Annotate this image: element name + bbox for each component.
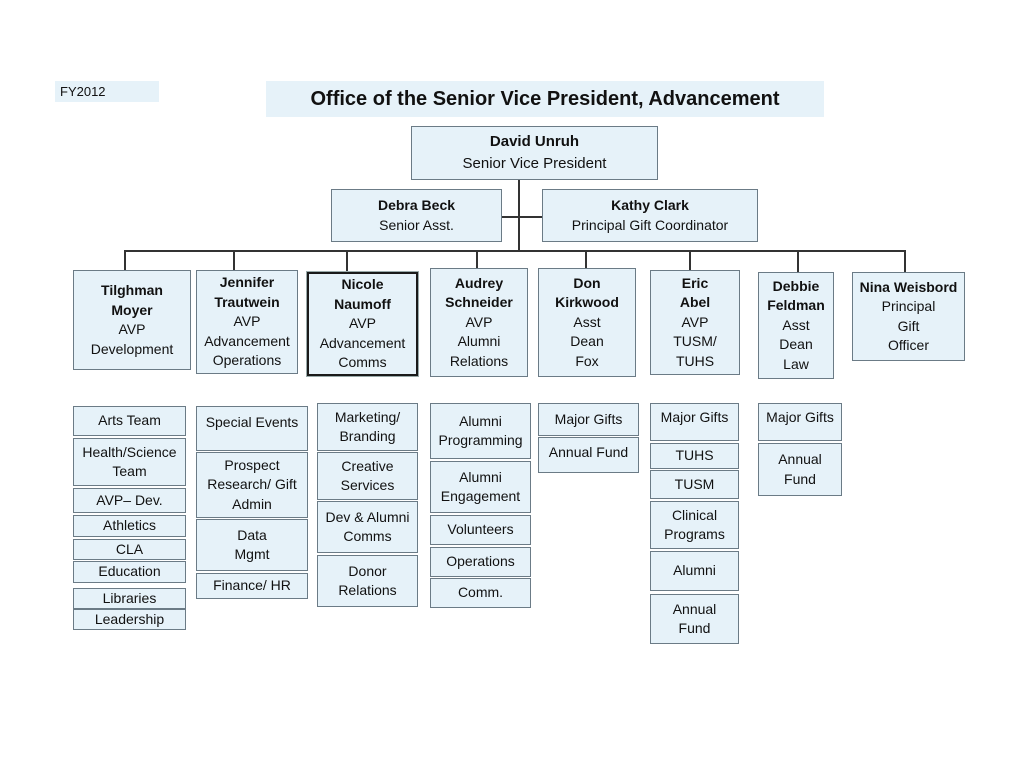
lead-role: Advancement <box>319 334 406 351</box>
lead-name: Kirkwood <box>555 294 619 311</box>
lead-name: Moyer <box>111 301 153 318</box>
chart-title <box>266 81 824 117</box>
team-box: Leadership <box>73 609 186 630</box>
svp-name: David Unruh <box>489 133 580 150</box>
team-box <box>650 501 739 549</box>
connector-lead-drop <box>585 250 587 268</box>
team-box-label: Alumni Engagement <box>440 468 521 504</box>
team-box <box>317 555 418 607</box>
lead-role: Officer <box>888 337 929 353</box>
assistant-role: Principal Gift Coordinator <box>571 216 729 233</box>
chart-title-text: Office of the Senior Vice President, Advancement <box>310 87 780 110</box>
lead-role: Relations <box>449 352 509 369</box>
lead-box <box>430 268 528 377</box>
team-box: Volunteers <box>430 515 531 545</box>
lead-role: Operations <box>212 352 282 369</box>
team-box: Athletics <box>73 515 186 537</box>
team-box-label: Clinical Programs <box>664 506 725 542</box>
svp-role: Senior Vice President <box>462 155 607 172</box>
lead-role: AVP <box>233 313 261 330</box>
lead-role: Advancement <box>204 332 290 349</box>
connector-assistants <box>502 216 542 218</box>
lead-name: Abel <box>679 294 711 311</box>
lead-name: Debbie <box>772 277 820 294</box>
team-box: Annual Fund <box>538 437 639 473</box>
svp-box <box>411 126 658 180</box>
team-box <box>430 403 531 459</box>
lead-name: Trautwein <box>214 293 280 310</box>
team-box <box>317 452 418 500</box>
team-box-label: Dev & Alumni Comms <box>325 508 410 544</box>
team-box-label: Creative Services <box>340 457 395 493</box>
assistant-role: Senior Asst. <box>379 216 454 233</box>
lead-name: Schneider <box>445 294 513 311</box>
lead-role: Principal <box>881 298 936 314</box>
assistant-box <box>331 189 502 242</box>
lead-role: Dean <box>570 333 604 350</box>
lead-role: TUHS <box>675 352 715 369</box>
team-box: Arts Team <box>73 406 186 436</box>
connector-lead-drop <box>124 250 126 270</box>
team-box: Comm. <box>430 578 531 608</box>
lead-role: AVP <box>349 315 376 332</box>
lead-role: AVP <box>681 313 709 330</box>
fiscal-year-text: FY2012 <box>60 84 106 99</box>
connector-lead-drop <box>904 250 906 272</box>
team-box-label: Prospect Research/ Gift Admin <box>207 456 297 512</box>
lead-box <box>852 272 965 361</box>
team-box: Finance/ HR <box>196 573 308 599</box>
team-box: Major Gifts <box>650 403 739 441</box>
lead-role: Gift <box>897 317 920 334</box>
team-box: TUHS <box>650 443 739 469</box>
team-box: Major Gifts <box>538 403 639 436</box>
team-box: Libraries <box>73 588 186 609</box>
lead-role: AVP <box>465 313 493 330</box>
lead-role: AVP <box>118 321 146 337</box>
team-box <box>430 461 531 513</box>
team-box <box>73 438 186 486</box>
lead-name: Naumoff <box>334 295 391 312</box>
lead-role: Development <box>90 340 174 357</box>
lead-box <box>196 270 298 374</box>
team-box: Operations <box>430 547 531 577</box>
lead-name: Don <box>573 274 601 291</box>
connector-lead-drop <box>797 250 799 272</box>
lead-name: Tilghman <box>101 282 163 298</box>
connector-svp-trunk <box>518 180 520 250</box>
lead-role: Fox <box>575 352 599 369</box>
lead-box <box>758 272 834 379</box>
lead-name: Jennifer <box>219 274 275 291</box>
lead-box <box>650 270 740 375</box>
team-box-label: Annual Fund <box>778 451 822 487</box>
lead-role: Alumni <box>457 333 501 350</box>
team-box: TUSM <box>650 470 739 499</box>
assistant-name: Debra Beck <box>377 197 456 213</box>
lead-box-highlighted <box>307 272 418 376</box>
lead-box <box>538 268 636 377</box>
team-box: CLA <box>73 539 186 560</box>
team-box <box>758 443 842 496</box>
team-box <box>317 501 418 553</box>
lead-role: Law <box>783 355 809 372</box>
lead-name: Nina Weisbord <box>859 278 958 295</box>
lead-name: Eric <box>681 274 709 291</box>
lead-role: Asst <box>573 313 601 330</box>
team-box-label: Health/Science Team <box>82 443 177 479</box>
lead-role: Dean <box>779 336 813 353</box>
connector-lead-drop <box>346 250 348 272</box>
team-box: Alumni <box>650 551 739 591</box>
connector-lead-drop <box>689 250 691 270</box>
lead-role: TUSM/ <box>673 333 717 350</box>
team-box <box>317 403 418 451</box>
fiscal-year-label <box>55 81 159 102</box>
team-box-label: Alumni Programming <box>438 412 523 448</box>
lead-name: Feldman <box>767 297 825 314</box>
assistant-name: Kathy Clark <box>611 197 689 213</box>
connector-leads-bar <box>124 250 905 252</box>
assistant-box <box>542 189 758 242</box>
team-box-label: Annual Fund <box>672 600 717 636</box>
lead-role: Asst <box>782 316 810 333</box>
team-box <box>196 519 308 571</box>
team-box: Special Events <box>196 406 308 451</box>
connector-lead-drop <box>476 250 478 268</box>
team-box: Major Gifts <box>758 403 842 441</box>
lead-name: Audrey <box>454 274 504 291</box>
lead-name: Nicole <box>341 276 384 293</box>
lead-box <box>73 270 191 370</box>
lead-role: Comms <box>338 354 387 371</box>
team-box: Education <box>73 561 186 583</box>
connector-lead-drop <box>233 250 235 270</box>
team-box <box>650 594 739 644</box>
team-box <box>196 452 308 518</box>
team-box-label: Data Mgmt <box>234 526 270 562</box>
team-box: AVP– Dev. <box>73 488 186 513</box>
team-box-label: Marketing/ Branding <box>334 408 401 444</box>
team-box-label: Donor Relations <box>338 562 397 598</box>
